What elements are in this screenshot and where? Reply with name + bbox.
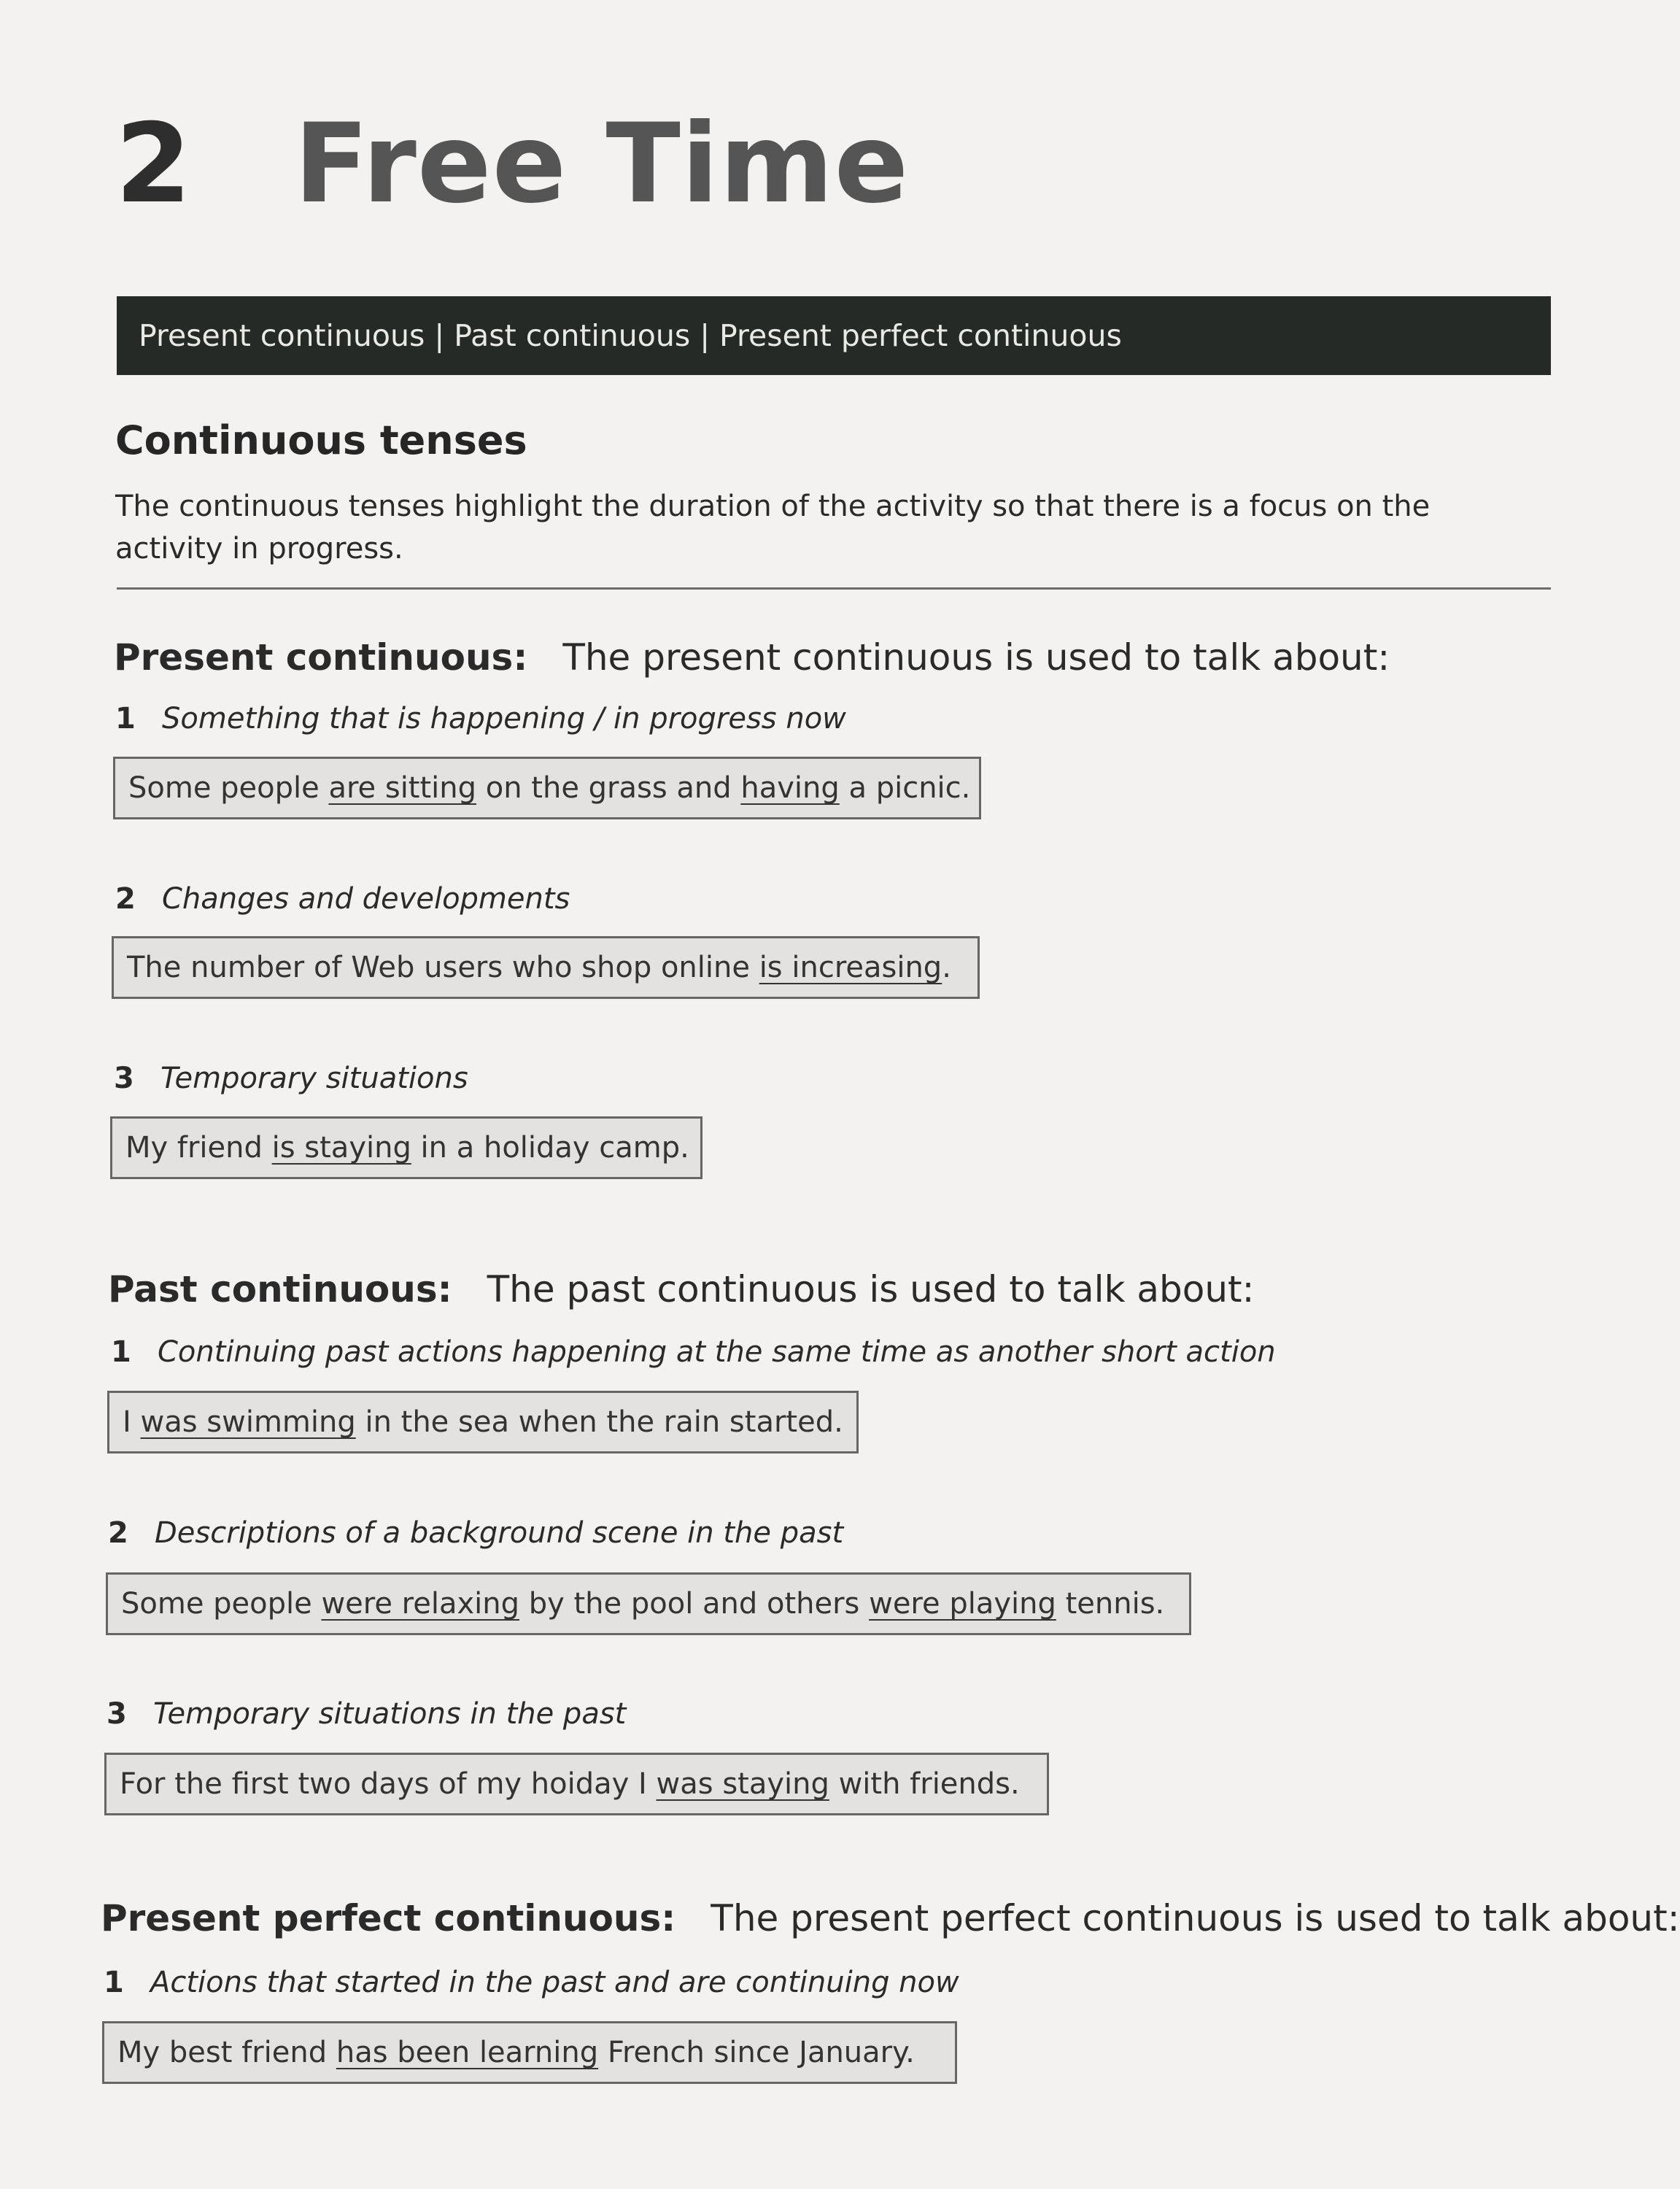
- usage-item: [114, 1062, 468, 1095]
- example-box: [110, 1116, 702, 1179]
- usage-number: 1: [111, 1335, 131, 1369]
- example-text: I: [123, 1405, 141, 1439]
- chapter-header: [115, 101, 910, 228]
- usage-label: Temporary situations: [160, 1062, 468, 1095]
- example-box: [112, 936, 980, 999]
- example-text: a picnic.: [839, 771, 971, 805]
- usage-item: [108, 1516, 843, 1550]
- example-box: [113, 757, 981, 819]
- highlighted-verb: having: [740, 771, 840, 805]
- example-text: French since January.: [598, 2036, 915, 2069]
- highlighted-verb: were relaxing: [321, 1587, 519, 1621]
- usage-label: Changes and developments: [162, 882, 570, 916]
- example-text: My friend: [125, 1131, 272, 1165]
- section-present-perfect-continuous-heading: [101, 1897, 1680, 1939]
- example-text: The number of Web users who shop online: [127, 951, 759, 984]
- highlighted-verb: is staying: [271, 1131, 411, 1165]
- usage-label: Something that is happening / in progress now: [162, 702, 846, 736]
- usage-item: [115, 702, 846, 736]
- intro-heading: Continuous tenses: [115, 417, 527, 463]
- example-text: in the sea when the rain started.: [355, 1405, 843, 1439]
- example-text: by the pool and others: [519, 1587, 870, 1621]
- example-text: Some people: [121, 1587, 322, 1621]
- topic-bar: Present continuous | Past continuous | Present perfect continuous: [117, 296, 1551, 375]
- chapter-number: 2: [115, 101, 192, 228]
- highlighted-verb: is increasing: [759, 951, 942, 984]
- example-text: in a holiday camp.: [411, 1131, 689, 1165]
- usage-number: 2: [108, 1516, 128, 1550]
- example-text: on the grass and: [476, 771, 741, 805]
- chapter-title: Free Time: [294, 101, 910, 228]
- usage-number: 2: [115, 882, 136, 916]
- example-box: [104, 1753, 1049, 1815]
- usage-item: [107, 1697, 626, 1731]
- usage-item: [111, 1335, 1276, 1369]
- section-present-continuous-heading: [114, 636, 1390, 679]
- highlighted-verb: were playing: [869, 1587, 1056, 1621]
- section-description: The present perfect continuous is used to talk about:: [711, 1897, 1680, 1939]
- example-box: [106, 1572, 1191, 1635]
- example-box: [102, 2021, 957, 2084]
- usage-label: Continuing past actions happening at the same time as another short action: [158, 1335, 1276, 1369]
- example-text: .: [942, 951, 951, 984]
- usage-item: [104, 1966, 959, 1999]
- example-text: Some people: [128, 771, 329, 805]
- section-description: The present continuous is used to talk about:: [562, 636, 1390, 679]
- example-text: with friends.: [829, 1767, 1020, 1801]
- section-lead: Present perfect continuous:: [101, 1897, 676, 1939]
- section-description: The past continuous is used to talk about:: [487, 1268, 1255, 1310]
- usage-number: 1: [104, 1966, 124, 1999]
- section-past-continuous-heading: [108, 1268, 1254, 1310]
- section-lead: Past continuous:: [108, 1268, 452, 1310]
- usage-number: 1: [115, 702, 136, 736]
- highlighted-verb: has been learning: [336, 2036, 599, 2069]
- highlighted-verb: are sitting: [328, 771, 477, 805]
- highlighted-verb: was staying: [656, 1767, 829, 1801]
- usage-label: Temporary situations in the past: [153, 1697, 627, 1731]
- example-text: For the first two days of my hoiday I: [120, 1767, 657, 1801]
- highlighted-verb: was swimming: [140, 1405, 356, 1439]
- usage-label: Descriptions of a background scene in the past: [155, 1516, 844, 1550]
- example-box: [107, 1391, 859, 1453]
- usage-number: 3: [107, 1697, 127, 1731]
- example-text: tennis.: [1056, 1587, 1165, 1621]
- intro-text: The continuous tenses highlight the duration of the activity so that there is a focus on the activity in progress.: [115, 490, 1431, 565]
- usage-number: 3: [114, 1062, 134, 1095]
- usage-item: [115, 882, 570, 916]
- divider: [117, 587, 1551, 590]
- usage-label: Actions that started in the past and are continuing now: [150, 1966, 959, 1999]
- example-text: My best friend: [117, 2036, 336, 2069]
- section-lead: Present continuous:: [114, 636, 528, 679]
